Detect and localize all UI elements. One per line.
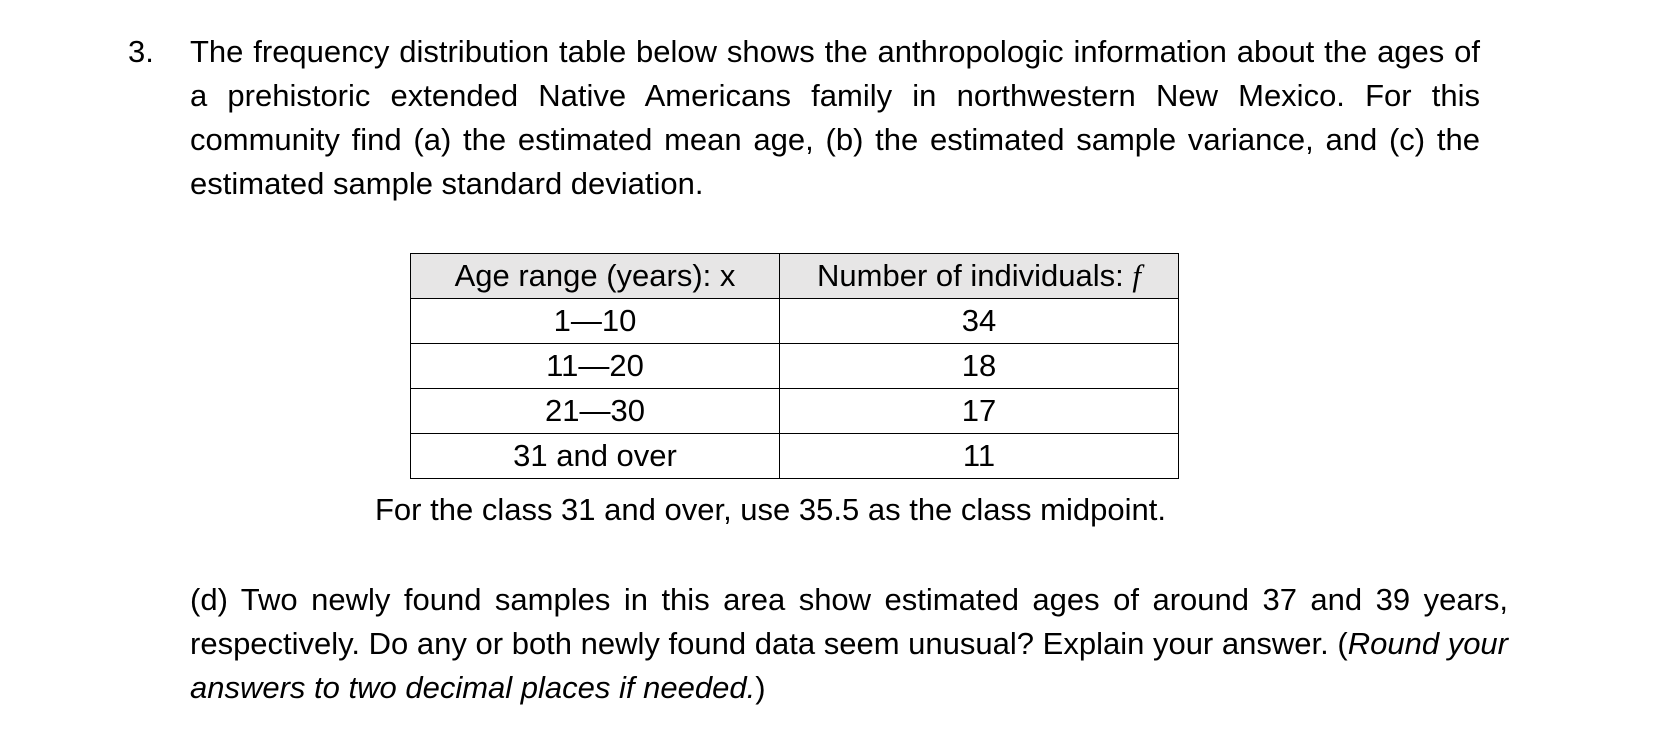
table-header-row — [411, 254, 1179, 299]
problem-text: The frequency distribution table below shows the anthropologic information about the ages of a prehistoric extended Native Americans family in northwestern New Mexico. For this community find (a) the estimated mean age, (b) the estimated sample variance, and (c) the estimated sample standard deviation. — [190, 34, 1480, 201]
age-range-cell: 11—20 — [411, 344, 780, 389]
part-d-text: (d) Two newly found samples in this area show estimated ages of around 37 and 39 years, respectively. Do any or both newly found data seem unusual? Explain your answer. ( — [190, 582, 1508, 661]
frequency-table — [410, 253, 1179, 479]
table-row — [411, 344, 1179, 389]
header-count-label: Number of individuals: — [817, 258, 1124, 293]
class-midpoint-note: For the class 31 and over, use 35.5 as the class midpoint. — [375, 492, 1166, 527]
age-range-cell: 1—10 — [411, 299, 780, 344]
rounding-instruction: Round your answers to two decimal places if needed. — [190, 626, 1508, 705]
table-row — [411, 389, 1179, 434]
count-cell: 11 — [780, 434, 1179, 479]
header-number-of-individuals — [780, 254, 1179, 299]
age-range-cell: 21—30 — [411, 389, 780, 434]
count-cell: 34 — [780, 299, 1179, 344]
table-row — [411, 434, 1179, 479]
count-cell: 18 — [780, 344, 1179, 389]
problem-number: 3. — [128, 34, 154, 69]
count-cell: 17 — [780, 389, 1179, 434]
part-d-closing: ) — [755, 670, 766, 705]
header-count-symbol: f — [1132, 258, 1141, 293]
age-range-cell: 31 and over — [411, 434, 780, 479]
table-row — [411, 299, 1179, 344]
header-age-range: Age range (years): x — [411, 254, 780, 299]
part-d-question — [190, 578, 1508, 710]
